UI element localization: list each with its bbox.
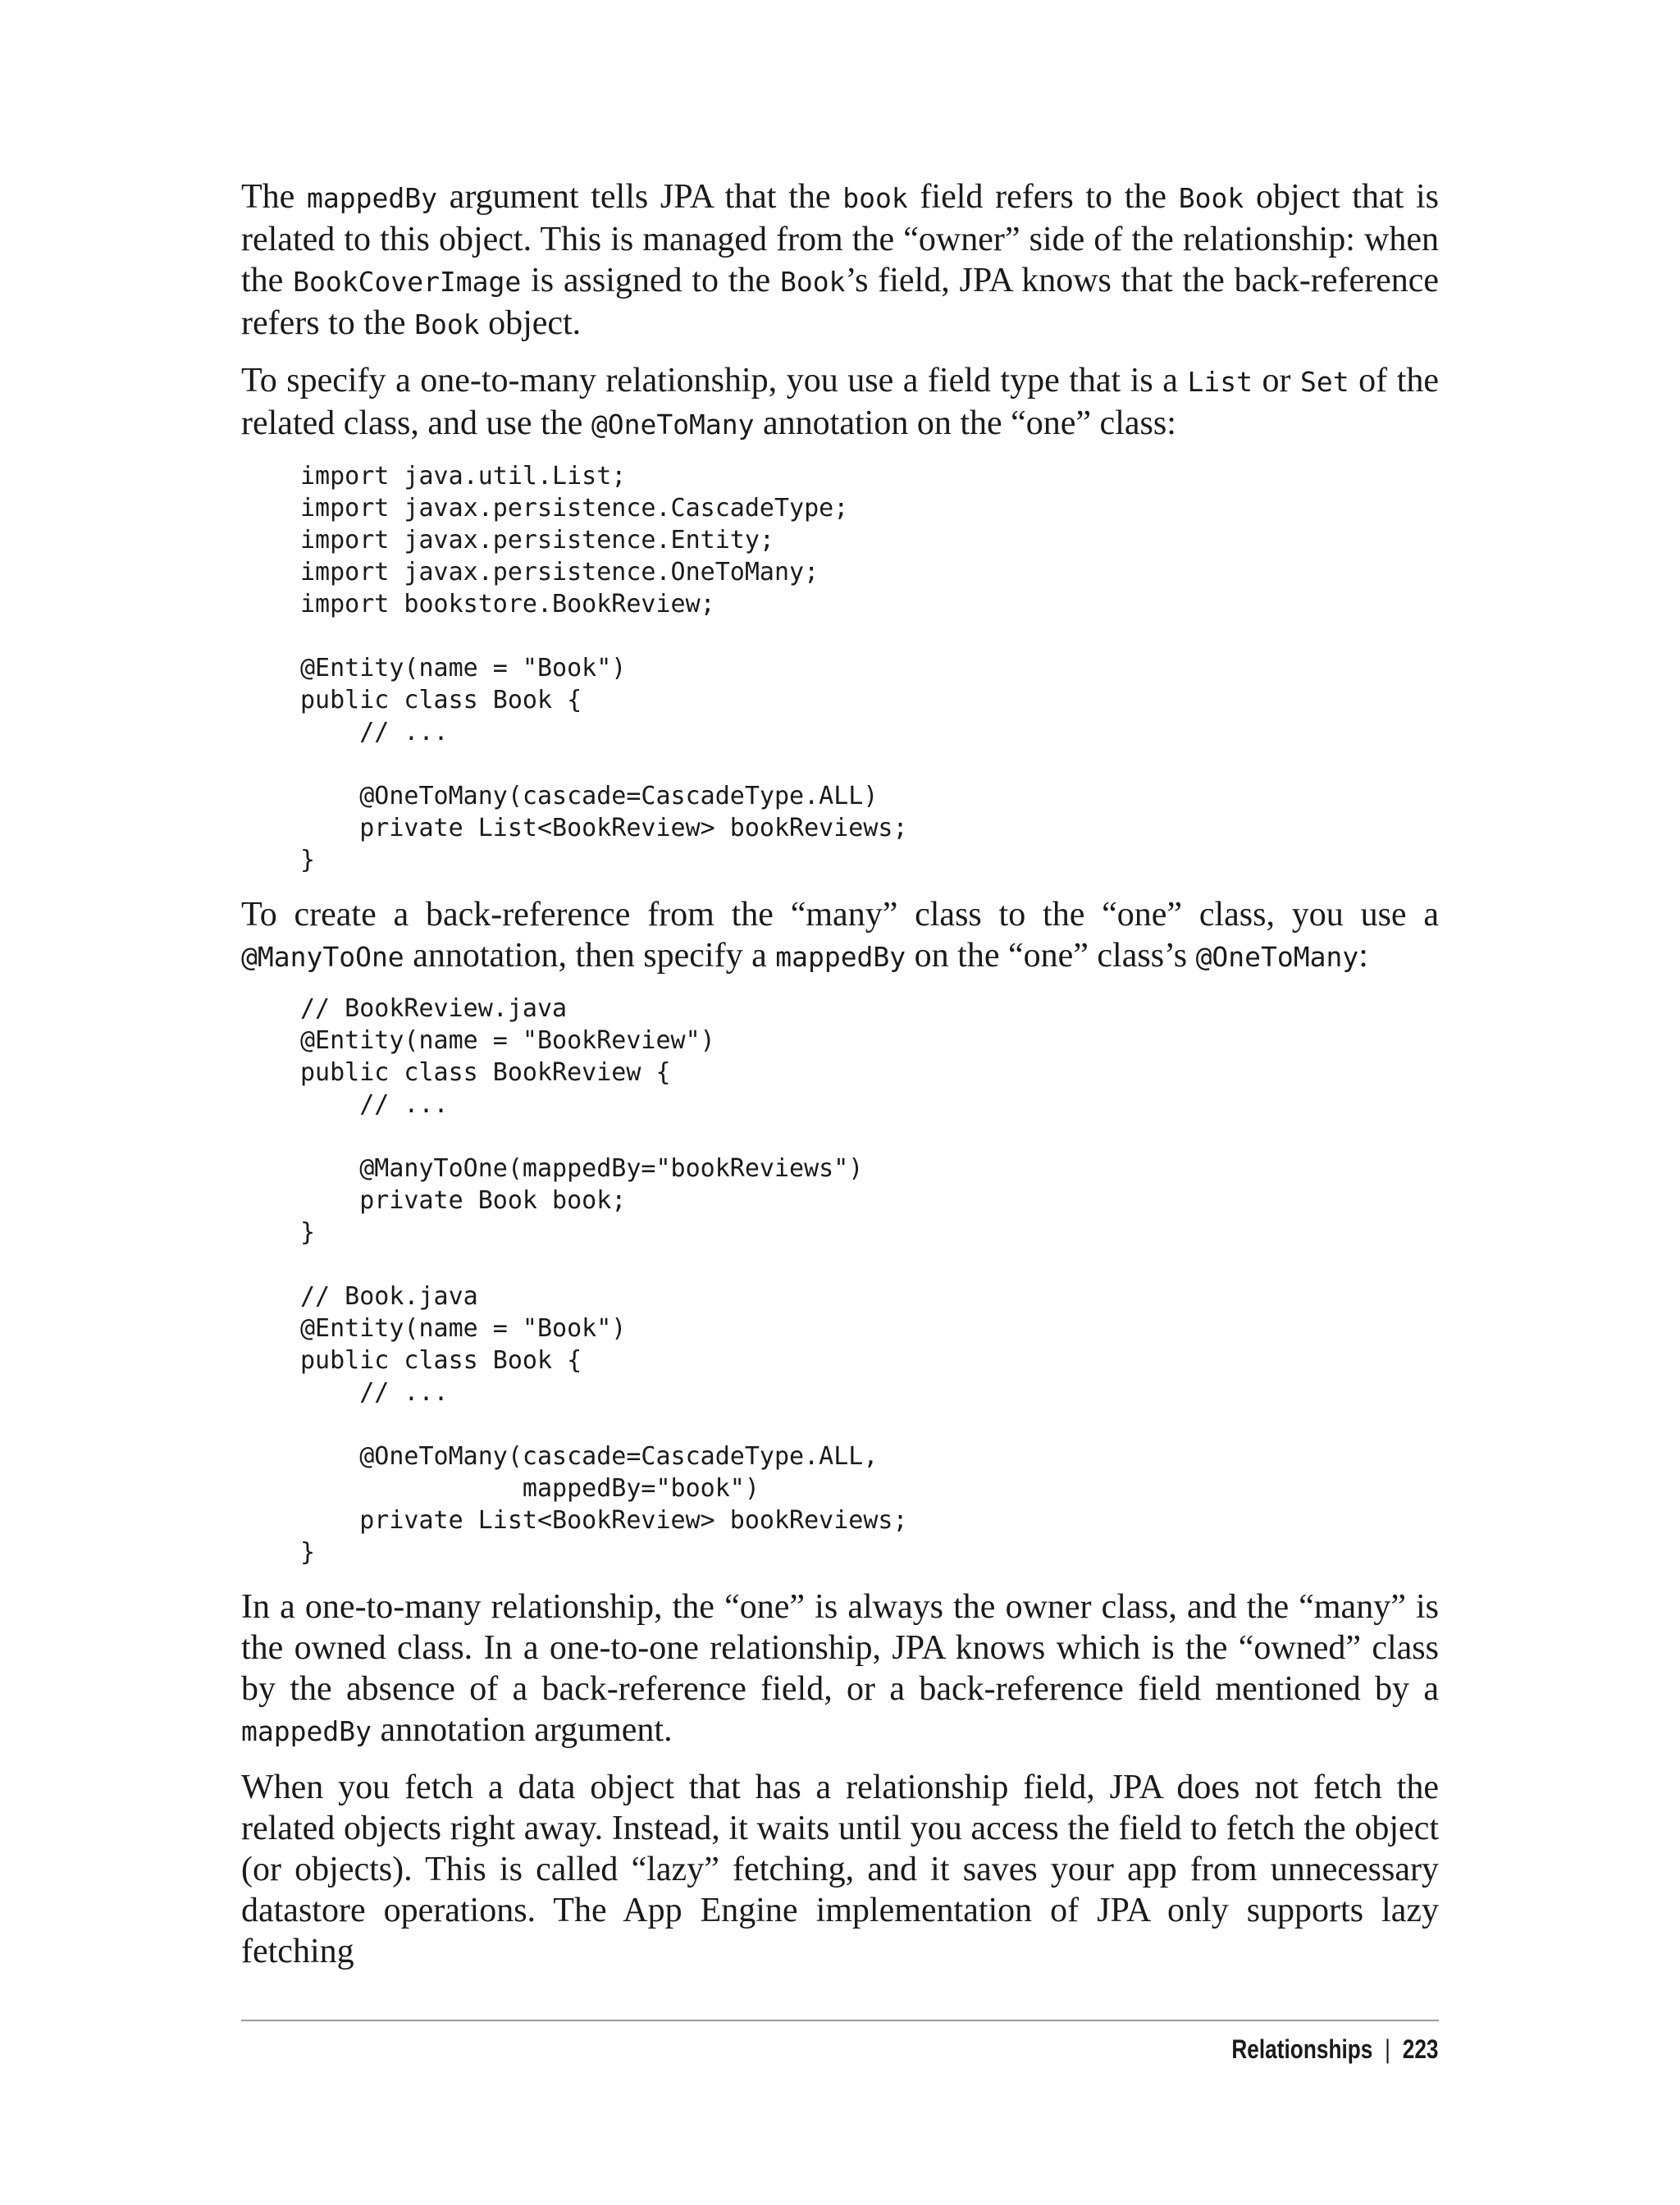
footer-divider xyxy=(241,2020,1439,2021)
code-example-back-reference: // BookReview.java @Entity(name = "BookReview") public class BookReview { // ... @ManyToOne(mappedBy="bookReviews") private Book book; } // Book.java @Entity(name = "Book") public class Book { // ... @OneToMany(cascade=CascadeType.ALL, mappedBy="book") private List<BookReview> bookReviews; } xyxy=(300,994,908,1567)
text-run: annotation, then specify a xyxy=(404,937,776,975)
paragraph-back-reference xyxy=(241,894,1439,978)
paragraph-one-to-many xyxy=(241,360,1439,445)
paragraph-lazy-fetching xyxy=(241,1767,1439,1972)
inline-code: Set xyxy=(1300,366,1349,398)
inline-code: List xyxy=(1187,366,1253,398)
text-run: To create a back-reference from the “many” class to the “one” class, you use a xyxy=(241,896,1439,934)
text-run: on the “one” class’s xyxy=(906,937,1196,975)
inline-code: mappedBy xyxy=(241,1715,372,1747)
inline-code: @OneToMany xyxy=(591,409,755,441)
inline-code: @ManyToOne xyxy=(241,941,404,973)
inline-code: mappedBy xyxy=(307,182,437,214)
text-run: is assigned to the xyxy=(521,262,780,299)
text-run: object that is related to this object. This is managed from the “owner” side of the relationship: when the xyxy=(241,178,1440,299)
text-run: or xyxy=(1252,362,1301,399)
inline-code: mappedBy xyxy=(775,941,906,973)
text-run: field refers to the xyxy=(907,178,1179,216)
paragraph-mappedby xyxy=(241,176,1439,345)
code-example-one-to-many: import java.util.List; import javax.persistence.CascadeType; import javax.persistence.Entity; import javax.persistence.OneToMany; import bookstore.BookReview; @Entity(name = "Book") public class Book { // ... @OneToMany(cascade=CascadeType.ALL) private List<BookReview> bookReviews; } xyxy=(300,462,908,874)
inline-code: Book xyxy=(1178,182,1244,214)
text-run: annotation argument. xyxy=(371,1711,673,1749)
text-run: annotation on the “one” class: xyxy=(754,404,1176,442)
inline-code: Book xyxy=(414,308,480,340)
inline-code: @OneToMany xyxy=(1195,941,1359,973)
text-run: The xyxy=(241,178,308,216)
text-run: argument tells JPA that the xyxy=(436,178,843,216)
page-body xyxy=(241,176,1439,1987)
text-run: : xyxy=(1358,937,1368,975)
inline-code: book xyxy=(842,182,908,214)
page-footer xyxy=(1232,2033,1439,2066)
paragraph-owner-class xyxy=(241,1586,1439,1752)
inline-code: Book xyxy=(779,266,846,298)
text-run: In a one-to-many relationship, the “one” is always the owner class, and the “many” is the owned class. In a one-to-one relationship, JPA knows which is the “owned” class by the absence of a back-reference field, or a back-reference field mentioned by a xyxy=(241,1588,1439,1708)
text-run: ’s field, JPA knows that the back-reference refers to the xyxy=(241,262,1440,342)
footer-separator: | xyxy=(1385,2034,1391,2064)
text-run: To specify a one-to-many relationship, you use a field type that is a xyxy=(241,362,1188,399)
running-section-title: Relationships xyxy=(1231,2034,1373,2064)
text-run: of the related class, and use the xyxy=(241,362,1439,442)
inline-code: BookCoverImage xyxy=(293,266,522,298)
text-run: When you fetch a data object that has a relationship field, JPA does not fetch the related objects right away. Instead, it waits until you access the field to fetch the object (or objects). This is called “lazy” fetching, and it saves your app from unnecessary datastore operations. The App Engine implementation of JPA only supports lazy fetching xyxy=(241,1769,1439,1970)
page-number: 223 xyxy=(1403,2034,1439,2064)
text-run: object. xyxy=(479,304,582,342)
